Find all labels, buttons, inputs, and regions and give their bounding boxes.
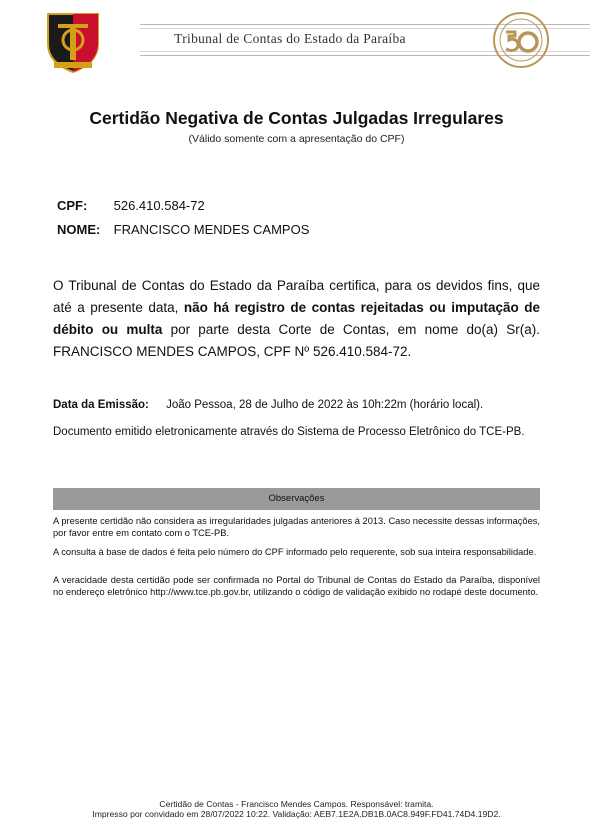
org-name: Tribunal de Contas do Estado da Paraíba	[174, 31, 406, 46]
emission-label: Data da Emissão:	[53, 399, 149, 411]
cpf-row	[57, 198, 205, 213]
certification-text	[53, 275, 540, 363]
certification-text-part1: O Tribunal de Contas do Estado da Paraíba certifica, para os devidos fins, que até a presente data,	[53, 278, 540, 315]
fifty-years-seal-icon	[482, 10, 560, 70]
observations-header: Observações	[53, 488, 540, 510]
electronic-note: Documento emitido eletronicamente através do Sistema de Processo Eletrônico do TCE-PB.	[53, 426, 525, 438]
footer-line-1: Certidão de Contas - Francisco Mendes Campos. Responsável: tramita.	[159, 799, 434, 809]
tce-shield-icon	[44, 10, 102, 74]
certification-text-part2: por parte desta Corte de Contas, em nome do(a) Sr(a). FRANCISCO MENDES CAMPOS, CPF Nº 526.410.584-72.	[53, 322, 540, 359]
observation-item: A presente certidão não considera as irregularidades julgadas anteriores à 2013. Caso necessite dessas informações, por favor entre em contato com o TCE-PB.	[53, 516, 540, 538]
nome-label: NOME:	[57, 222, 101, 237]
nome-row	[57, 222, 309, 237]
document-title: Certidão Negativa de Contas Julgadas Irregulares	[89, 108, 504, 128]
emission-row	[53, 399, 540, 411]
observation-item: A veracidade desta certidão pode ser confirmada no Portal do Tribunal de Contas do Estado da Paraíba, disponível no endereço eletrônico http://www.tce.pb.gov.br, utilizando o código de validação exibido no rodapé deste documento.	[53, 575, 540, 597]
certification-text-bold: não há registro de contas rejeitadas ou imputação de débito ou multa	[53, 300, 540, 337]
document-subtitle: (Válido somente com a apresentação do CPF)	[188, 133, 405, 145]
observation-item: A consulta à base de dados é feita pelo número do CPF informado pelo requerente, sob sua inteira responsabilidade.	[53, 547, 537, 557]
footer-line-2: Impresso por convidado em 28/07/2022 10:22. Validação: AEB7.1E2A.DB1B.0AC8.949F.FD41.74D4.19D2.	[92, 809, 501, 819]
cpf-value: 526.410.584-72	[113, 198, 205, 213]
emission-value: João Pessoa, 28 de Julho de 2022 às 10h:22m (horário local).	[166, 399, 484, 411]
cpf-label: CPF:	[57, 198, 88, 213]
nome-value: FRANCISCO MENDES CAMPOS	[113, 222, 310, 237]
